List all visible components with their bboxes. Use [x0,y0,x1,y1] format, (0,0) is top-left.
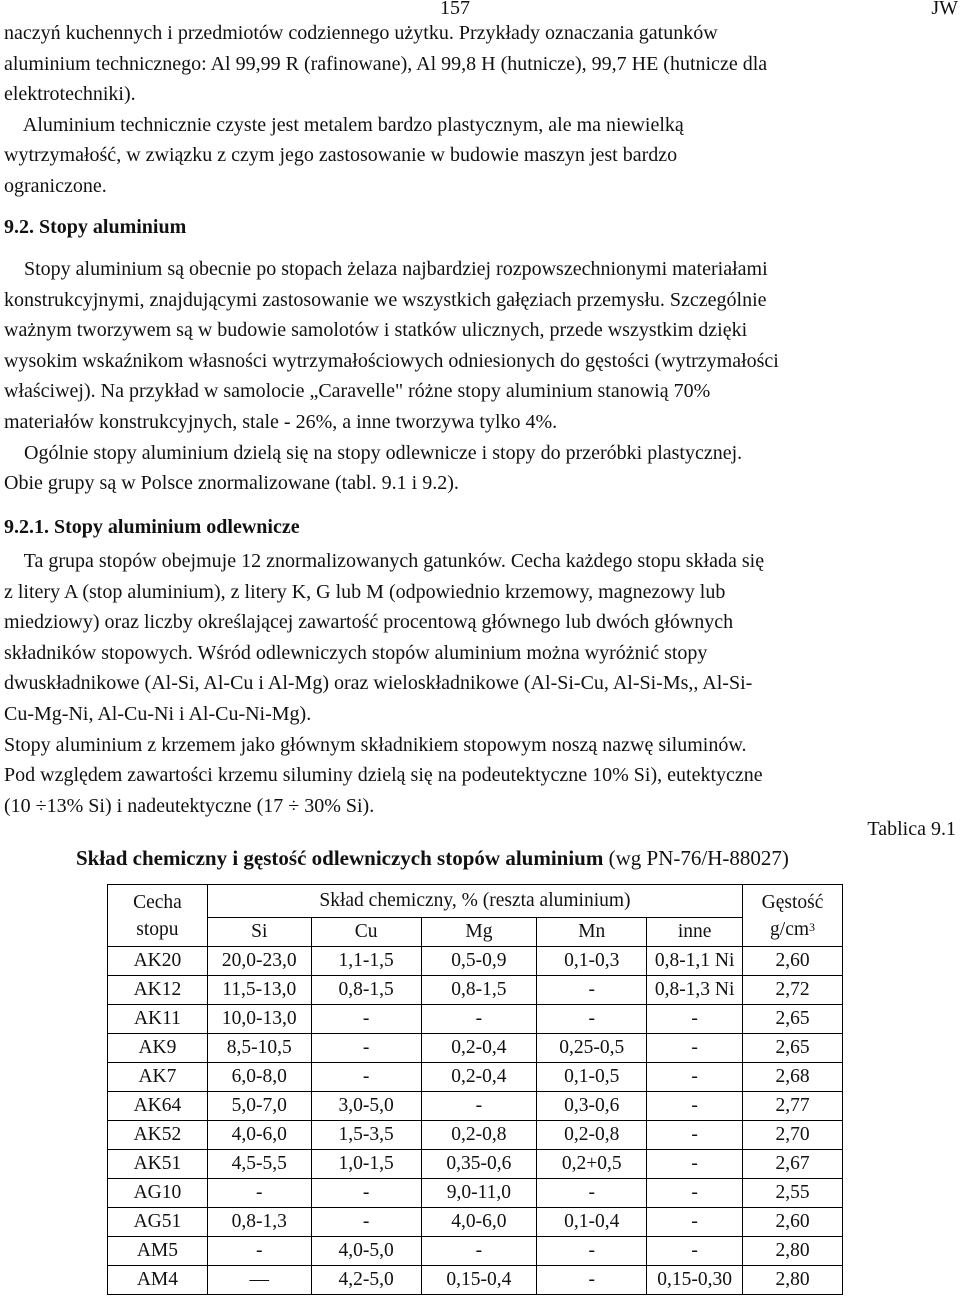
table-cell: 0,2-0,4 [421,1034,537,1063]
table-cell: 5,0-7,0 [207,1092,311,1121]
text-line: wytrzymałość, w związku z czym jego zastosowanie w budowie maszyn jest bardzo [4,144,678,167]
text-line: składników stopowych. Wśród odlewniczych stopów aluminium można wyróżnić stopy [4,641,708,664]
table-cell: 0,15-0,30 [647,1266,743,1295]
table-cell: - [421,1092,537,1121]
table-cell: - [311,1179,421,1208]
text-line: Ta grupa stopów obejmuje 12 znormalizowanych gatunków. Cecha każdego stopu składa się [4,550,765,572]
text-line: wysokim wskaźnikom własności wytrzymałościowych odniesionych do gęstości (wytrzymałości [4,349,779,372]
subheader-cell: Mg [421,918,537,947]
intro-paragraph [4,18,956,202]
author-initials: JW [931,0,958,19]
table-cell: 9,0-11,0 [421,1179,537,1208]
table-cell: - [647,1005,743,1034]
table-cell: 2,68 [743,1063,843,1092]
table-cell: 0,35-0,6 [421,1150,537,1179]
text-line: właściwej). Na przykład w samolocie „Caravelle" różne stopy aluminium stanowią 70% [4,380,711,403]
table-cell: - [421,1237,537,1266]
table-row [108,1121,843,1150]
table-cell: 2,80 [743,1266,843,1295]
table-cell: 4,0-6,0 [421,1208,537,1237]
table-cell: 0,8-1,1 Ni [647,947,743,976]
table-cell: 0,8-1,3 Ni [647,976,743,1005]
alloy-name-cell: AK20 [108,947,208,976]
table-row [108,1034,843,1063]
text-line: ograniczone. [4,174,107,197]
table-cell: - [311,1063,421,1092]
table-row [108,1150,843,1179]
table-cell: 0,3-0,6 [537,1092,647,1121]
table-cell: 0,2-0,8 [421,1121,537,1150]
table-cell: 0,1-0,3 [537,947,647,976]
table-cell: 4,0-5,0 [311,1237,421,1266]
text-line: (10 ÷13% Si) i nadeutektyczne (17 ÷ 30% Si). [4,794,375,817]
subheader-row [108,918,843,947]
table-cell: - [647,1237,743,1266]
table-cell: 4,5-5,5 [207,1150,311,1179]
table-label: Tablica 9.1 [867,818,956,840]
table-row [108,1208,843,1237]
table-cell: - [537,1005,647,1034]
table-cell: 6,0-8,0 [207,1063,311,1092]
text-line: Stopy aluminium są obecnie po stopach żelaza najbardziej rozpowszechnionymi materiałami [4,258,768,280]
text-line: aluminium technicznego: Al 99,99 R (rafinowane), Al 99,8 H (hutnicze), 99,7 HE (hutnicze dla [4,52,768,75]
text-line: Aluminium technicznie czyste jest metalem bardzo plastycznym, ale ma niewielką [4,113,684,136]
table-cell: - [537,1266,647,1295]
table-cell: 2,77 [743,1092,843,1121]
section-heading-9-2-1: 9.2.1. Stopy aluminium odlewnicze [4,516,300,538]
table-cell: 2,67 [743,1150,843,1179]
table-cell: 10,0-13,0 [207,1005,311,1034]
table-cell: 11,5-13,0 [207,976,311,1005]
text-line: z litery A (stop aluminium), z litery K, G lub M (odpowiednio krzemowy, magnezowy lub [4,580,726,603]
table-row [108,947,843,976]
alloy-name-cell: AK7 [108,1063,208,1092]
text-line: Stopy aluminium z krzemem jako głównym składnikiem stopowym noszą nazwę siluminów. [4,733,747,756]
subheader-cell: Si [207,918,311,947]
table-cell: 2,65 [743,1034,843,1063]
table-cell: - [311,1034,421,1063]
table-row [108,1266,843,1295]
table-cell: - [421,1005,537,1034]
header-composition-group: Skład chemiczny, % (reszta aluminium) [207,885,742,918]
table-cell: 1,1-1,5 [311,947,421,976]
text-line: Cu-Mg-Ni, Al-Cu-Ni i Al-Cu-Ni-Mg). [4,702,312,725]
table-cell: - [647,1179,743,1208]
alloy-composition-table [107,884,843,1295]
table-cell: 0,8-1,3 [207,1208,311,1237]
table-cell: 4,0-6,0 [207,1121,311,1150]
table-cell: — [207,1266,311,1295]
text-line: elektrotechniki). [4,83,136,106]
text-line: Pod względem zawartości krzemu siluminy dzielą się na podeutektyczne 10% Si), eutektyczne [4,764,763,787]
table-cell: 0,2-0,8 [537,1121,647,1150]
table-cell: 0,15-0,4 [421,1266,537,1295]
table-cell: 3,0-5,0 [311,1092,421,1121]
text-line: Ogólnie stopy aluminium dzielą się na stopy odlewnicze i stopy do przeróbki plastycznej. [4,441,743,464]
table-row [108,1005,843,1034]
alloy-name-cell: AK51 [108,1150,208,1179]
table-cell: - [647,1121,743,1150]
table-cell: 0,5-0,9 [421,947,537,976]
alloy-name-cell: AG51 [108,1208,208,1237]
table-cell: 0,25-0,5 [537,1034,647,1063]
alloy-name-cell: AM4 [108,1266,208,1295]
section-heading-9-2: 9.2. Stopy aluminium [4,216,187,238]
text-line: konstrukcyjnymi, znajdującymi zastosowanie we wszystkich gałęziach przemysłu. Szczególnie [4,288,767,311]
alloy-name-cell: AK12 [108,976,208,1005]
section-9-2-text [4,254,956,499]
table-title-bold: Skład chemiczny i gęstość odlewniczych stopów aluminium [76,846,604,870]
text-line: miedziowy) oraz liczby określającej zawartość procentową głównego lub dwóch głównych [4,611,734,634]
table-cell: 1,5-3,5 [311,1121,421,1150]
table-cell: 2,80 [743,1237,843,1266]
table-cell: - [647,1150,743,1179]
alloy-name-cell: AG10 [108,1179,208,1208]
table-cell: 0,1-0,5 [537,1063,647,1092]
alloy-name-cell: AK11 [108,1005,208,1034]
alloy-name-cell: AM5 [108,1237,208,1266]
table-cell: - [647,1063,743,1092]
alloy-name-cell: AK52 [108,1121,208,1150]
table-row [108,1179,843,1208]
table-cell: 2,70 [743,1121,843,1150]
subheader-cell: Mn [537,918,647,947]
table-cell: 2,60 [743,947,843,976]
table-cell: 0,8-1,5 [421,976,537,1005]
table-cell: 0,1-0,4 [537,1208,647,1237]
table-row [108,1092,843,1121]
subheader-cell: inne [647,918,743,947]
table-cell: - [647,1208,743,1237]
table-cell: 8,5-10,5 [207,1034,311,1063]
table-cell: - [647,1034,743,1063]
text-line: naczyń kuchennych i przedmiotów codziennego użytku. Przykłady oznaczania gatunków [4,22,718,44]
table-cell: - [207,1179,311,1208]
text-line: dwuskładnikowe (Al-Si, Al-Cu i Al-Mg) oraz wieloskładnikowe (Al-Si-Cu, Al-Si-Ms,, Al-Si- [4,672,753,695]
table-cell: - [311,1208,421,1237]
subheader-cell: Cu [311,918,421,947]
table-title-standard: (wg PN-76/H-88027) [603,846,789,870]
alloy-name-cell: AK9 [108,1034,208,1063]
table-cell: 4,2-5,0 [311,1266,421,1295]
text-line: Obie grupy są w Polsce znormalizowane (tabl. 9.1 i 9.2). [4,472,459,495]
table-cell: 2,65 [743,1005,843,1034]
section-9-2-1-text [4,546,956,821]
page-number: 157 [440,0,470,19]
table-row [108,976,843,1005]
table-cell: 20,0-23,0 [207,947,311,976]
table-cell: 2,72 [743,976,843,1005]
table-cell: 2,60 [743,1208,843,1237]
table-cell: 0,8-1,5 [311,976,421,1005]
table-cell: 2,55 [743,1179,843,1208]
table-cell: - [537,1237,647,1266]
table-cell: - [537,1179,647,1208]
text-line: ważnym tworzywem są w budowie samolotów i statków ulicznych, przede wszystkim dzięki [4,319,748,342]
table-cell: - [647,1092,743,1121]
table-title [76,846,789,871]
table-cell: - [207,1237,311,1266]
table-cell: 0,2-0,4 [421,1063,537,1092]
text-line: materiałów konstrukcyjnych, stale - 26%, a inne tworzywa tylko 4%. [4,410,558,433]
table-row [108,1237,843,1266]
table-cell: 1,0-1,5 [311,1150,421,1179]
alloy-name-cell: AK64 [108,1092,208,1121]
header-cecha: Cecha stopu [108,885,208,947]
table-row [108,1063,843,1092]
table-cell: - [311,1005,421,1034]
table-cell: 0,2+0,5 [537,1150,647,1179]
table-cell: - [537,976,647,1005]
header-density: Gęstość $g/cm^3$ [743,885,843,947]
